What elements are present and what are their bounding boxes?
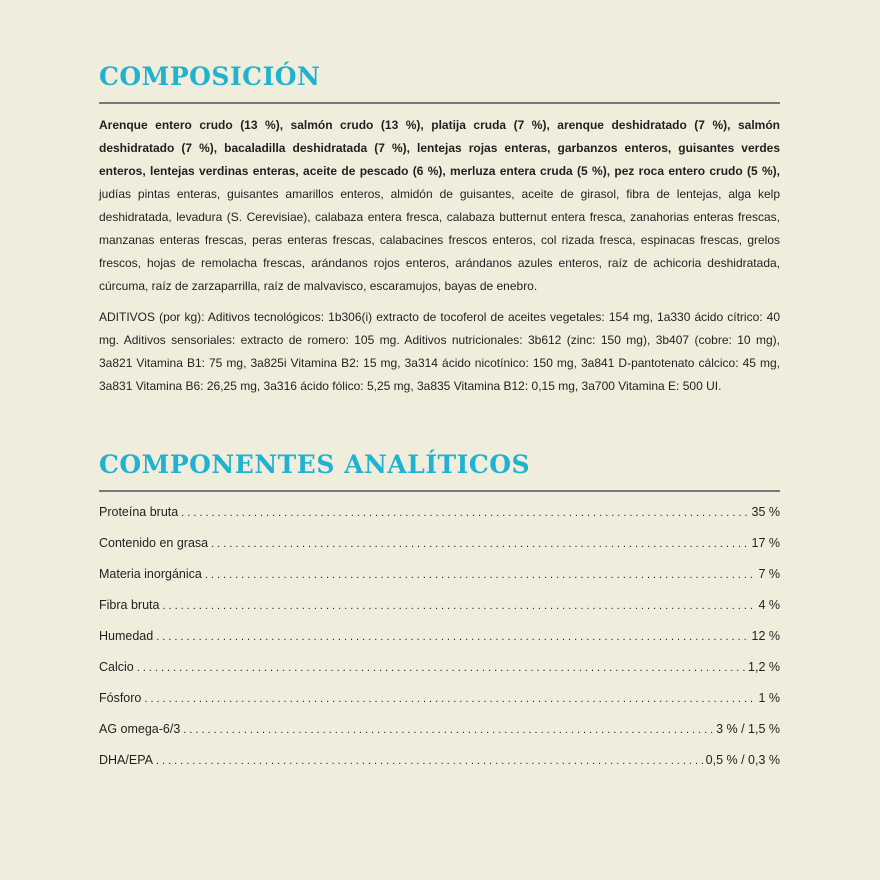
analytics-label: Calcio: [99, 660, 134, 674]
dot-leader: [156, 631, 748, 643]
analytics-divider: [99, 490, 780, 492]
analytics-value: 7 %: [758, 567, 780, 581]
analytics-list: [99, 505, 780, 784]
analytics-row-dha-epa: [99, 753, 780, 784]
composition-divider: [99, 102, 780, 104]
dot-leader: [211, 538, 748, 550]
analytics-row-calcium: [99, 660, 780, 691]
analytics-value: 0,5 % / 0,3 %: [705, 753, 780, 767]
dot-leader: [162, 600, 755, 612]
analytics-value: 1 %: [758, 691, 780, 705]
analytics-label: Contenido en grasa: [99, 536, 209, 550]
composition-title: COMPOSICIÓN: [99, 62, 321, 91]
ingredients-regular-text: judías pintas enteras, guisantes amarillos enteros, almidón de guisantes, aceite de girasol, fibra de lentejas, alga kelp deshidratada, levadura (S. Cerevisiae), calabaza entera fresca, calabaza butternut entera fresca, zanahorias enteras frescas, manzanas enteras frescas, peras enteras frescas, calabacines frescos enteros, col rizada fresca, espinacas frescas, grelos frescos, hojas de remolacha frescas, arándanos rojos enteros, arándanos azules enteros, raíz de achicoria deshidratada, cúrcuma, raíz de zarzaparrilla, raíz de malvavisco, escaramujos, bayas de enebro.: [99, 187, 780, 293]
analytics-label: Proteína bruta: [99, 505, 179, 519]
dot-leader: [144, 693, 755, 705]
dot-leader: [205, 569, 756, 581]
analytics-value: 3 % / 1,5 %: [716, 722, 780, 736]
analytics-value: 35 %: [751, 505, 780, 519]
analytics-label: DHA/EPA: [99, 753, 153, 767]
dot-leader: [137, 662, 745, 674]
analytics-row-phosphorus: [99, 691, 780, 722]
ingredients-bold-text: Arenque entero crudo (13 %), salmón crudo (13 %), platija cruda (7 %), arenque deshidratado (7 %), salmón deshidratado (7 %), bacaladilla deshidratada (7 %), lentejas rojas enteras, garbanzos enteros, guisantes verdes enteros, lentejas verdinas enteras, aceite de pescado (6 %), merluza entera cruda (5 %), pez roca entero crudo (5 %),: [99, 118, 780, 178]
analytics-title: COMPONENTES ANALÍTICOS: [99, 450, 531, 479]
dot-leader: [183, 724, 713, 736]
ingredients-paragraph: [99, 114, 780, 298]
analytics-row-ash: [99, 567, 780, 598]
analytics-label: Materia inorgánica: [99, 567, 202, 581]
analytics-row-protein: [99, 505, 780, 536]
dot-leader: [156, 755, 703, 767]
analytics-row-fat: [99, 536, 780, 567]
analytics-value: 4 %: [758, 598, 780, 612]
analytics-row-fiber: [99, 598, 780, 629]
analytics-label: AG omega-6/3: [99, 722, 181, 736]
analytics-label: Humedad: [99, 629, 154, 643]
analytics-label: Fibra bruta: [99, 598, 160, 612]
analytics-value: 12 %: [751, 629, 780, 643]
analytics-value: 17 %: [751, 536, 780, 550]
analytics-row-omega: [99, 722, 780, 753]
analytics-label: Fósforo: [99, 691, 142, 705]
dot-leader: [181, 507, 748, 519]
additives-paragraph: ADITIVOS (por kg): Aditivos tecnológicos: 1b306(i) extracto de tocoferol de aceites vegetales: 154 mg, 1a330 ácido cítrico: 40 mg. Aditivos sensoriales: extracto de romero: 105 mg. Aditivos nutricionales: 3b612 (zinc: 150 mg), 3b407 (cobre: 10 mg), 3a821 Vitamina B1: 75 mg, 3a825i Vitamina B2: 15 mg, 3a314 ácido nicotínico: 150 mg, 3a841 D-pantotenato cálcico: 45 mg, 3a831 Vitamina B6: 26,25 mg, 3a316 ácido fólico: 5,25 mg, 3a835 Vitamina B12: 0,15 mg, 3a700 Vitamina E: 500 UI.: [99, 310, 780, 393]
analytics-row-moisture: [99, 629, 780, 660]
analytics-value: 1,2 %: [748, 660, 780, 674]
